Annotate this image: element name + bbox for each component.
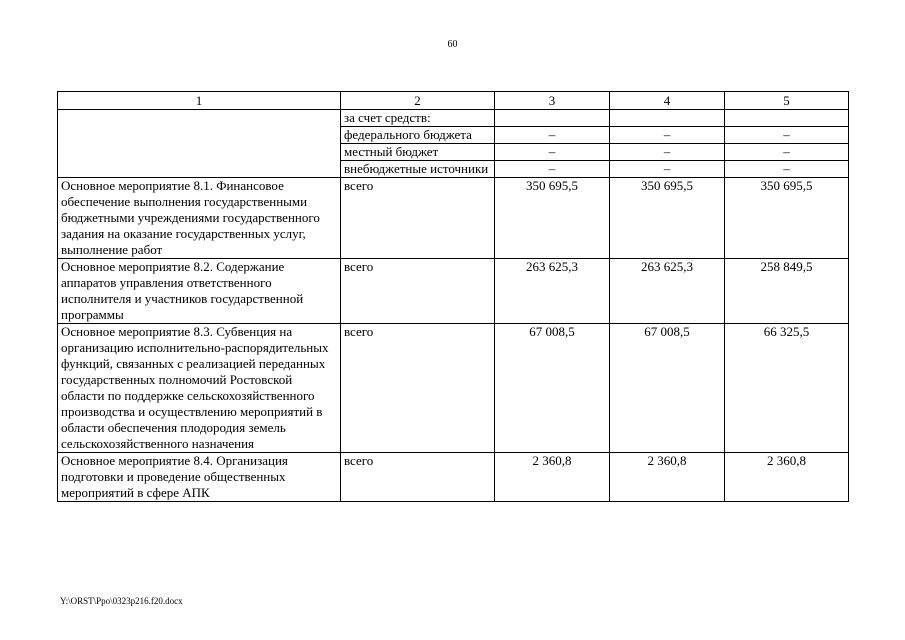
header-col-2: 2 (341, 92, 495, 110)
measure-name: Основное мероприятие 8.2. Содержание аппаратов управления ответственного исполнителя и участников государственной программы (58, 259, 341, 324)
measure-row (58, 453, 849, 502)
measure-value: 2 360,8 (725, 453, 849, 502)
measure-value: 67 008,5 (495, 324, 610, 453)
source-value (610, 110, 725, 127)
measure-row (58, 178, 849, 259)
measure-value: 263 625,3 (610, 259, 725, 324)
header-col-4: 4 (610, 92, 725, 110)
measure-name: Основное мероприятие 8.4. Организация подготовки и проведение общественных мероприятий в сфере АПК (58, 453, 341, 502)
measure-value: 66 325,5 (725, 324, 849, 453)
source-label: внебюджетные источники (341, 161, 495, 178)
page-number: 60 (447, 39, 458, 50)
source-value: – (495, 161, 610, 178)
source-label: федерального бюджета (341, 127, 495, 144)
source-value: – (495, 144, 610, 161)
measure-value: 263 625,3 (495, 259, 610, 324)
source-value: – (725, 161, 849, 178)
source-value: – (610, 144, 725, 161)
measure-value: 350 695,5 (725, 178, 849, 259)
source-label: за счет средств: (341, 110, 495, 127)
measure-value: 67 008,5 (610, 324, 725, 453)
source-label: местный бюджет (341, 144, 495, 161)
empty-name-cell (58, 110, 341, 178)
measure-value: 258 849,5 (725, 259, 849, 324)
source-value (495, 110, 610, 127)
measure-value: 2 360,8 (610, 453, 725, 502)
header-row (58, 92, 849, 110)
measure-type: всего (341, 259, 495, 324)
measure-value: 350 695,5 (495, 178, 610, 259)
measure-type: всего (341, 453, 495, 502)
measure-name: Основное мероприятие 8.1. Финансовое обеспечение выполнения государственными бюджетными учреждениями государственного задания на оказание государственных услуг, выполнение работ (58, 178, 341, 259)
source-value (725, 110, 849, 127)
footer-file-path: Y:\ORST\Ppo\0323p216.f20.docx (60, 596, 183, 606)
source-value: – (725, 144, 849, 161)
measure-value: 350 695,5 (610, 178, 725, 259)
measure-value: 2 360,8 (495, 453, 610, 502)
measure-type: всего (341, 178, 495, 259)
source-value: – (495, 127, 610, 144)
source-row (58, 110, 849, 127)
measure-name: Основное мероприятие 8.3. Субвенция на организацию исполнительно-распорядительных функций, связанных с реализацией переданных государственных полномочий Ростовской области по поддержке сельскохозяйственного производства и осуществлению мероприятий в области обеспечения плодородия земель сельскохозяйственного назначения (58, 324, 341, 453)
measure-type: всего (341, 324, 495, 453)
header-col-1: 1 (58, 92, 341, 110)
header-col-5: 5 (725, 92, 849, 110)
measure-row (58, 259, 849, 324)
header-col-3: 3 (495, 92, 610, 110)
source-value: – (610, 161, 725, 178)
source-value: – (725, 127, 849, 144)
measure-row (58, 324, 849, 453)
budget-table (57, 91, 849, 502)
source-value: – (610, 127, 725, 144)
